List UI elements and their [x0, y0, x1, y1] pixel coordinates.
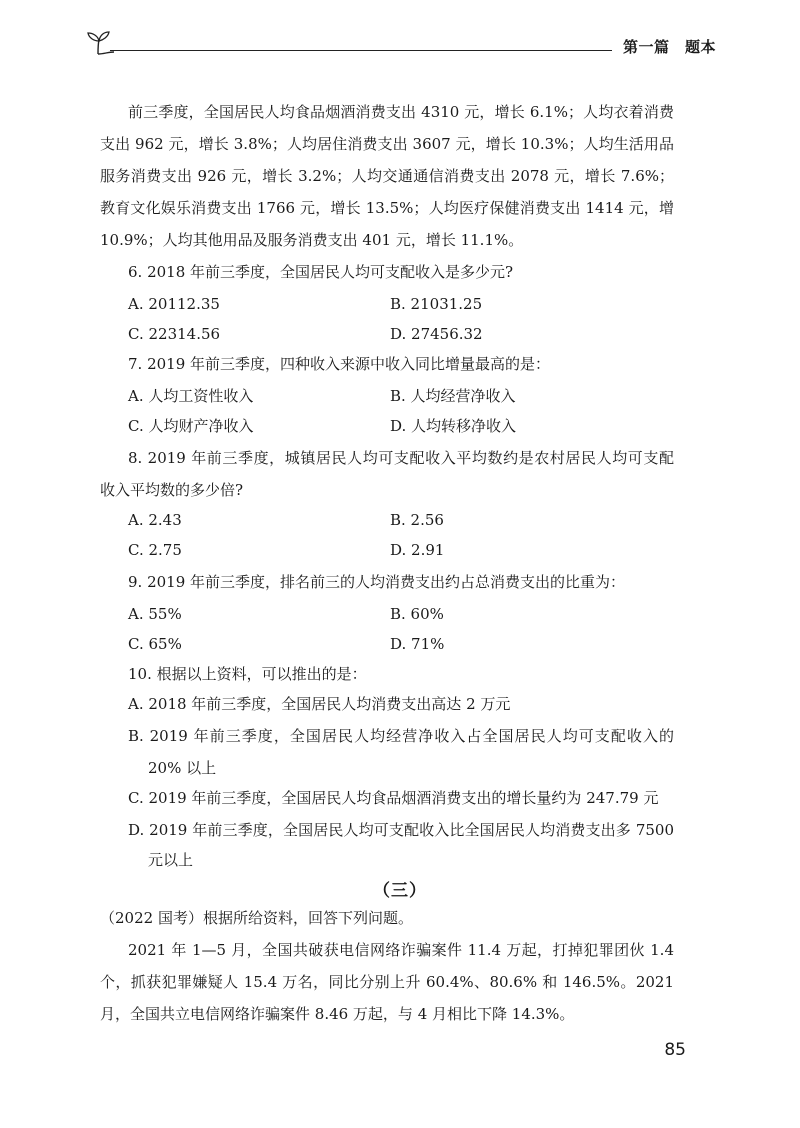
question-8-option-c: C. 2.75 — [128, 541, 182, 559]
question-6-option-b: B. 21031.25 — [390, 295, 483, 313]
passage-line-2: 支出 962 元，增长 3.8%；人均居住消费支出 3607 元，增长 10.3%；人均生活用品 — [100, 135, 674, 153]
section-title: （三） — [373, 881, 427, 901]
section-paragraph-line-2: 个，抓获犯罪嫌疑人 15.4 万名，同比分别上升 60.4%、80.6% 和 146.5%。2021 — [100, 973, 674, 991]
question-10-option-c: C. 2019 年前三季度，全国居民人均食品烟酒消费支出的增长量约为 247.79 元 — [128, 789, 659, 807]
question-10-option-d-line-1: D. 2019 年前三季度，全国居民人均可支配收入比全国居民人均消费支出多 7500 — [128, 821, 674, 839]
question-6-option-d: D. 27456.32 — [390, 325, 483, 343]
passage-line-1: 前三季度，全国居民人均食品烟酒消费支出 4310 元，增长 6.1%；人均衣着消费 — [128, 103, 674, 121]
question-7-option-b: B. 人均经营净收入 — [390, 387, 516, 405]
question-9-stem: 9. 2019 年前三季度，排名前三的人均消费支出约占总消费支出的比重为： — [128, 573, 626, 591]
question-7-option-a: A. 人均工资性收入 — [128, 387, 254, 405]
sprout-icon — [84, 30, 114, 56]
question-10-option-d-line-2: 元以上 — [148, 851, 194, 869]
question-8-stem-line-2: 收入平均数的多少倍? — [100, 481, 244, 499]
question-9-option-d: D. 71% — [390, 635, 445, 653]
question-9-option-b: B. 60% — [390, 605, 444, 623]
question-8-option-d: D. 2.91 — [390, 541, 445, 559]
question-9-option-c: C. 65% — [128, 635, 182, 653]
passage-line-3: 服务消费支出 926 元，增长 3.2%；人均交通通信消费支出 2078 元，增长 7.6%； — [100, 167, 674, 185]
question-8-stem-line-1: 8. 2019 年前三季度，城镇居民人均可支配收入平均数约是农村居民人均可支配 — [128, 449, 674, 467]
question-6-option-a: A. 20112.35 — [128, 295, 220, 313]
question-10-option-a: A. 2018 年前三季度，全国居民人均消费支出高达 2 万元 — [128, 695, 511, 713]
passage-line-4: 教育文化娱乐消费支出 1766 元，增长 13.5%；人均医疗保健消费支出 1414 元，增 — [100, 199, 674, 217]
section-paragraph-line-1: 2021 年 1—5 月，全国共破获电信网络诈骗案件 11.4 万起，打掉犯罪团伙 1.4 — [128, 941, 674, 959]
question-8-option-a: A. 2.43 — [128, 511, 182, 529]
page-number: 85 — [664, 1040, 686, 1060]
question-7-option-d: D. 人均转移净收入 — [390, 417, 517, 435]
question-7-stem: 7. 2019 年前三季度，四种收入来源中收入同比增量最高的是： — [128, 355, 551, 373]
section-paragraph-line-3: 月，全国共立电信网络诈骗案件 8.46 万起，与 4 月相比下降 14.3%。 — [100, 1005, 575, 1023]
question-10-stem: 10. 根据以上资料，可以推出的是： — [128, 665, 367, 683]
question-8-option-b: B. 2.56 — [390, 511, 444, 529]
question-10-option-b-line-1: B. 2019 年前三季度，全国居民人均经营净收入占全国居民人均可支配收入的 — [128, 727, 674, 745]
question-9-option-a: A. 55% — [128, 605, 182, 623]
section-intro: （2022 国考）根据所给资料，回答下列问题。 — [100, 909, 413, 927]
question-10-option-b-line-2: 20% 以上 — [148, 759, 217, 777]
question-6-option-c: C. 22314.56 — [128, 325, 221, 343]
header-rule — [110, 50, 612, 51]
page-header — [84, 28, 716, 58]
question-7-option-c: C. 人均财产净收入 — [128, 417, 254, 435]
chapter-title: 第一篇 题本 — [622, 38, 716, 56]
question-6-stem: 6. 2018 年前三季度，全国居民人均可支配收入是多少元? — [128, 263, 514, 281]
passage-line-5: 10.9%；人均其他用品及服务消费支出 401 元，增长 11.1%。 — [100, 231, 524, 249]
